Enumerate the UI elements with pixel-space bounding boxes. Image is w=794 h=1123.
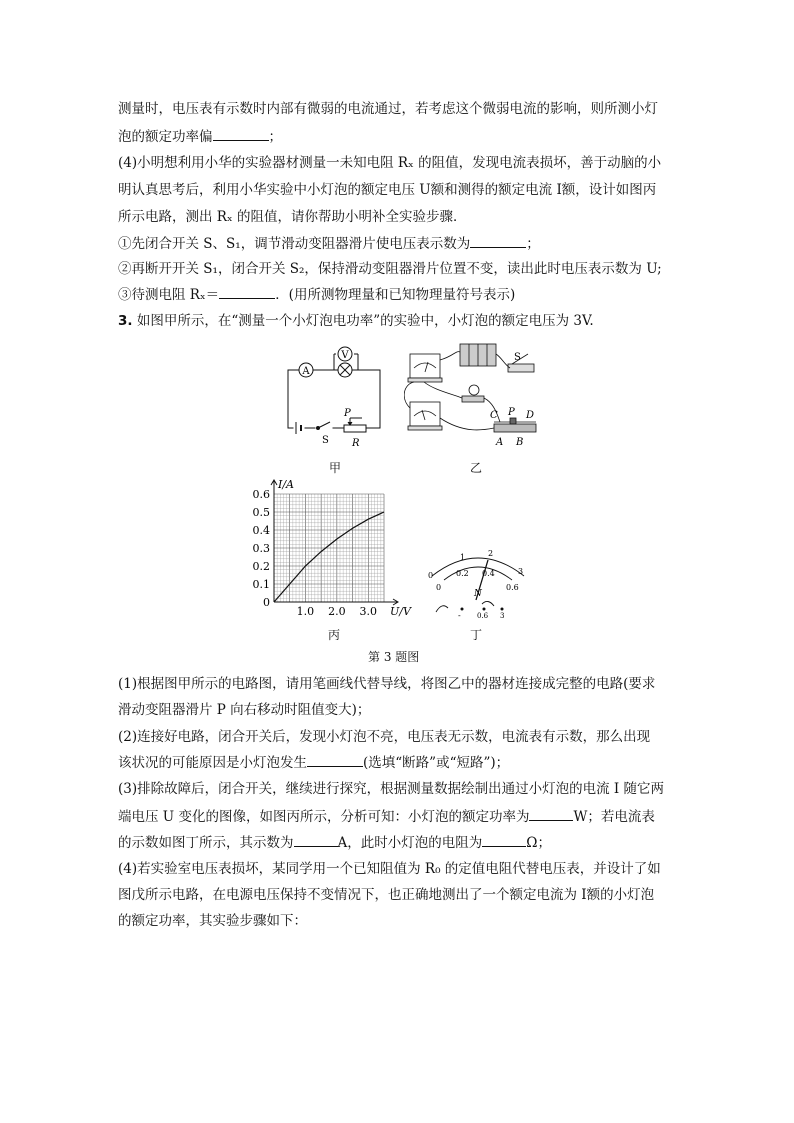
apparatus-rheostat: [494, 424, 536, 432]
figure-bing-iu-chart: [240, 474, 420, 624]
text-line-5: 所示电路，测出 Rₓ 的阻值，请你帮助小明补全实验步骤．: [118, 209, 467, 225]
figure-yi-apparatus: [404, 338, 542, 450]
terminal-3-label: 3: [500, 612, 505, 620]
slider-label-p: P: [344, 408, 351, 419]
switch-label: S: [322, 435, 329, 446]
terminal-wire-right: [482, 601, 494, 606]
text-line-7: ②再断开开关 S₁，闭合开关 S₂，保持滑动变阻器滑片位置不变，读出此时电压表示数为 U;: [118, 261, 662, 277]
figure-label-jia: 甲: [329, 461, 342, 475]
ammeter-label: A: [302, 366, 310, 377]
chart-y-tick-label: 0.1: [252, 578, 270, 591]
terminal-neg-label: -: [458, 611, 461, 620]
apparatus-label-a: A: [496, 437, 504, 448]
sub-question-4-line-3: 的额定功率，其实验步骤如下：: [118, 913, 307, 929]
terminal-neg: [461, 608, 464, 611]
terminal-06: [483, 608, 486, 611]
chart-y-tick-label: 0.2: [252, 560, 270, 573]
chart-y-tick-label: 0.3: [252, 542, 270, 555]
sub-question-3-line-1: (3)排除故障后，闭合开关，继续进行探究，根据测量数据绘制出通过小灯泡的电流 I 随它两: [118, 781, 665, 797]
answer-blank-power-bias[interactable]: [213, 126, 269, 141]
apparatus-label-s: S: [514, 352, 521, 363]
sub-question-2-line-2: 该状况的可能原因是小灯泡发生 (选填“断路”或“短路”)；: [118, 752, 509, 773]
chart-y-tick-label: 0.5: [252, 506, 270, 519]
figure-ding-ammeter: [422, 548, 534, 620]
chart-series-curve: [274, 512, 384, 602]
chart-x-tick-label: 3.0: [359, 605, 378, 618]
apparatus-switch: [508, 364, 534, 372]
figure-label-ding: 丁: [470, 628, 483, 642]
apparatus-lamp: [469, 385, 479, 395]
sub-question-1-line-1: (1)根据图甲所示的电路图，请用笔画线代替导线，将图乙中的器材连接成完整的电路(要求: [118, 676, 656, 692]
figure-jia-circuit: [284, 342, 388, 452]
apparatus-meter-top: [410, 354, 440, 378]
chart-y-tick-label: 0.4: [252, 524, 270, 537]
text-line-6: ①先闭合开关 S、S₁，调节滑动变阻器滑片使电压表示数为 ；: [118, 233, 540, 254]
figure-label-bing: 丙: [328, 628, 341, 642]
sub-question-4-line-2: 图戊所示电路，在电源电压保持不变情况下，也正确地测出了一个额定电流为 I额的小灯泡: [118, 887, 655, 903]
chart-ylabel: I/A: [278, 478, 294, 491]
chart-x-tick-label: 1.0: [296, 605, 315, 618]
apparatus-label-d: D: [526, 410, 535, 421]
figure-caption: 第 3 题图: [368, 650, 420, 664]
dial-tick-0-top: 0: [428, 571, 434, 580]
dial-arc-inner: [444, 567, 512, 580]
chart-y-tick-label: 0: [263, 596, 270, 609]
apparatus-label-p: P: [508, 407, 515, 418]
question-3-stem: 3. 如图甲所示，在“测量一个小灯泡电功率”的实验中，小灯泡的额定电压为 3V.: [118, 313, 594, 329]
rheostat-symbol: [344, 425, 366, 432]
voltmeter-label: V: [341, 350, 349, 361]
sub-question-4-line-1: (4)若实验室电压表损坏，某同学用一个已知阻值为 R₀ 的定值电阻代替电压表，并设计了如: [118, 861, 661, 877]
dial-tick-04: 0.4: [482, 569, 495, 578]
dial-tick-06: 0.6: [506, 583, 519, 592]
terminal-wire-left: [436, 606, 448, 612]
answer-blank-fault[interactable]: [307, 752, 363, 767]
text-line-2: 泡的额定功率偏 ；: [118, 126, 282, 147]
apparatus-label-c: C: [490, 410, 498, 421]
sub-question-3-line-2: 端电压 U 变化的图像，如图丙所示，分析可知：小灯泡的额定功率为 W；若电流表: [118, 806, 655, 827]
text-line-1: 测量时，电压表有示数时内部有微弱的电流通过，若考虑这个微弱电流的影响，则所测小灯: [118, 101, 658, 117]
answer-blank-rated-power[interactable]: [529, 806, 573, 821]
apparatus-label-b: B: [516, 437, 524, 448]
dial-tick-3: 3: [518, 567, 524, 576]
dial-needle-label: N: [474, 589, 482, 599]
dial-tick-02: 0.2: [456, 569, 469, 578]
chart-xlabel: U/V: [390, 605, 411, 618]
chart-axes: [271, 480, 398, 605]
sub-question-3-line-3: 的示数如图丁所示，其示数为 A，此时小灯泡的电阻为 Ω；: [118, 832, 551, 853]
apparatus-meter-bottom: [410, 402, 440, 426]
sub-question-2-line-1: (2)连接好电路，闭合开关后，发现小灯泡不亮，电压表无示数，电流表有示数，那么出现: [118, 729, 651, 745]
text-line-4: 明认真思考后，利用小华实验中小灯泡的额定电压 U额和测得的额定电流 I额，设计如图丙: [118, 182, 657, 198]
chart-grid: [274, 494, 384, 602]
circuit-wire-loop: [288, 370, 380, 428]
answer-blank-rx[interactable]: [219, 284, 275, 299]
text-line-3: (4)小明想利用小华的实验器材测量一未知电阻 Rₓ 的阻值，发现电流表损坏，善于动脑的小: [118, 155, 662, 171]
answer-blank-current[interactable]: [294, 832, 338, 847]
sub-question-1-line-2: 滑动变阻器滑片 P 向右移动时阻值变大)；: [118, 702, 371, 718]
figure-label-yi: 乙: [470, 461, 483, 475]
terminal-06-label: 0.6: [477, 612, 489, 620]
chart-x-tick-label: 2.0: [328, 605, 346, 618]
chart-y-tick-label: 0.6: [252, 488, 270, 501]
terminal-3: [501, 608, 504, 611]
rheostat-label-r: R: [352, 438, 360, 449]
dial-tick-0-bottom: 0: [436, 583, 442, 592]
text-line-8: ③待测电阻 Rₓ＝ ．(用所测物理量和已知物理量符号表示): [118, 284, 515, 305]
dial-tick-2: 2: [488, 549, 494, 558]
dial-tick-1: 1: [460, 553, 466, 562]
answer-blank-voltage[interactable]: [470, 233, 526, 248]
answer-blank-resistance[interactable]: [482, 832, 526, 847]
